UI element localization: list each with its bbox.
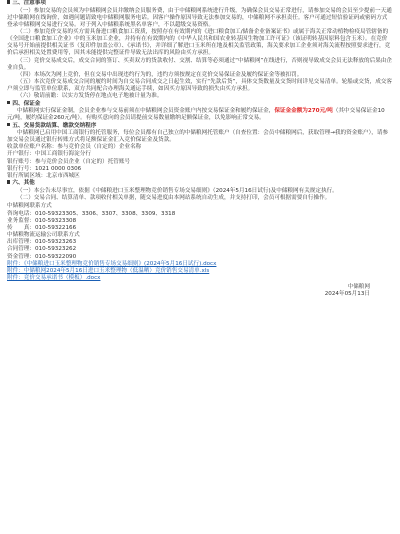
- note-item-2: （二）参加竞价交易的买方需具备进口粮食加工资质，按照存在有效期内的《进口粮食加工/储备企业备案证书》或属于海关正常动植物检疫局管辖备的《全国进口粮食加工企业》中的玉米加工企业，并持有在有效期内的《中华人民共和国农业转基因生物加工许可证》（该证明转基因原料包含玉米）。在竞价交易号开始前提供相关证书（复印件加盖公章）、《承诺书》，并详细了解进口玉米所在地及相关监管政策，海关要求加工企业须对海关流程按照要求进行，竞价后承担相关处置费用等，因其未能提供完整证件导致无法出库的风险由买方承担。: [7, 29, 391, 57]
- section-notes-title-text: 三、注意事项: [12, 0, 46, 7]
- other-item-1: （一）本公告未尽事宜，依据《中储粮进口玉米整理物竞价销售专场交易细则》（2024年5月16日试行)及中储粮网有关规定执行。: [17, 187, 338, 194]
- other-item-2: （二）交易合同、结算清单、款项收付相关单据，随交易进度由本网站系统自动生成，并支持打印，会员可根据需要自行操作。: [17, 194, 331, 201]
- attachment-link-rules[interactable]: 附件：《中储粮进口玉米整理物竞价销售专场交易细则》(2024年5月16日试行).docx: [7, 260, 217, 267]
- account-name-line: 银行账号：参与竞价会员企业（自定的）托管账号: [7, 158, 131, 165]
- note-item-4: （四）本场次为网上竞价，但在交易中出现违约行为的，违约方须按规定在竞价交易保证金及履约保证金等被扣罚。: [17, 71, 303, 78]
- receiving-account-value: 参与竞价会员（自定的）企业名称: [57, 144, 142, 151]
- deposit-text-rest: （其中交易保证金10元/吨，履约保证金260元/吨）。有购买意向的会员请提前交易数量缴纳足额保证金，以免影响正常交易。: [7, 108, 385, 122]
- bank-code-line: 银行行号：1021 0000 0306: [7, 165, 82, 172]
- contact-title: 中储粮网联系方式: [7, 203, 52, 210]
- section-settlement-title: [7, 123, 392, 130]
- deposit-amount-highlight: 保证金金额为270元/吨: [274, 108, 333, 115]
- deposit-paragraph: [7, 108, 392, 122]
- section-other-title-text: 六、其他: [12, 180, 35, 187]
- contact-contract: 合同管理：010-59323262: [7, 246, 77, 253]
- note-item-1: （一）参加交易的会员须为中储粮网会员并缴纳会员服务费，由于中储粮网系统进行升级，为确保会员交易正常进行，请参加交易的会员至少提前一天通过中储粮网在线询价，如遇问题请致电中储粮网服务电话。因客户操作原因导致无法参加交易的，中储粮网不承担责任。客户可通过短信验证码或密码方式登录中储粮网交易进行交易。对于列入中储粮系统黑名单客户，不以超级交易资格。: [7, 7, 392, 28]
- signature-org: 中储粮网: [347, 283, 370, 290]
- contact-exit: 出库管理：010-59323263: [7, 239, 77, 246]
- section-bullet-icon: [7, 180, 10, 183]
- bank-line: 开户银行：中国工商银行海淀分行: [7, 151, 91, 158]
- transport-contact-title: 中储粮物流运输公司联系方式: [7, 232, 80, 239]
- section-bullet-icon: [7, 101, 10, 104]
- note-item-6: （六）敬请前瞻：以实方发货停在地点电子地被计量为准。: [17, 93, 163, 100]
- contact-fax: 传 真：010-59322166: [7, 224, 77, 231]
- contact-phone: 咨询电话：010-59323305、3306、3307、3308、3309、3318: [7, 210, 176, 217]
- section-bullet-icon: [7, 0, 10, 3]
- contact-monitor: 业务监督：010-59323308: [7, 217, 77, 224]
- note-item-5: （五）本次竞价交易成交合同的履约时间为自交易合同成交之日起生效，实行“先款后货”，具体交货数量及交货时间详见交易清单。轮船或交货，成交客户须立即与监管单位联系，双方共同配合办理海关通运手续，如因买方原因导致的损失由买方承担。: [7, 79, 392, 93]
- note-item-3: （三）竞价交易成交后，成交合同的签订、买卖双方的货款收付、交割、结算等必须通过“中储粮网”在线进行，否则视导致成交会员无法释放的后果由企业自负。: [7, 57, 392, 71]
- receiving-account-label: 收款单位账户名称：: [7, 144, 58, 151]
- attachment-link-pledge[interactable]: 附件：竞价交易承诺书（模板）.docx: [7, 275, 101, 281]
- section-other-title: [7, 180, 392, 187]
- contact-finance: 资金管理：010-59322090: [7, 253, 77, 260]
- section-bullet-icon: [7, 123, 10, 126]
- section-deposit-title-text: 四、保证金: [12, 100, 41, 107]
- signature-date: 2024年05月13日: [324, 290, 370, 297]
- section-notes-title: [7, 0, 392, 7]
- section-settlement-title-text: 五、交易货款结算、缴款交纳程序: [12, 122, 97, 129]
- deposit-text: 中储粮网实行保证金制，会员企业参与交易前须在中储粮网会员资金账户内按交易保证金和履约保证金，: [17, 108, 275, 115]
- settlement-paragraph: 中储粮网已启用中国工商银行的托管服务，每位会员都有自己独立的中储粮网托管账户（自查位置：会员中储粮网后，获取管理→我的资金账户），请参加交易会员通过银行转账方式将足额保证金汇入竞价保证金及货款。: [7, 129, 389, 144]
- bank-region-line: 银行所属区域：北京市西城区: [7, 172, 80, 179]
- attachment-link-list[interactable]: 附件：中储粮网2024年5月16日进口玉米整理物（低温晒）竞价销售交易清单.xls: [7, 267, 210, 274]
